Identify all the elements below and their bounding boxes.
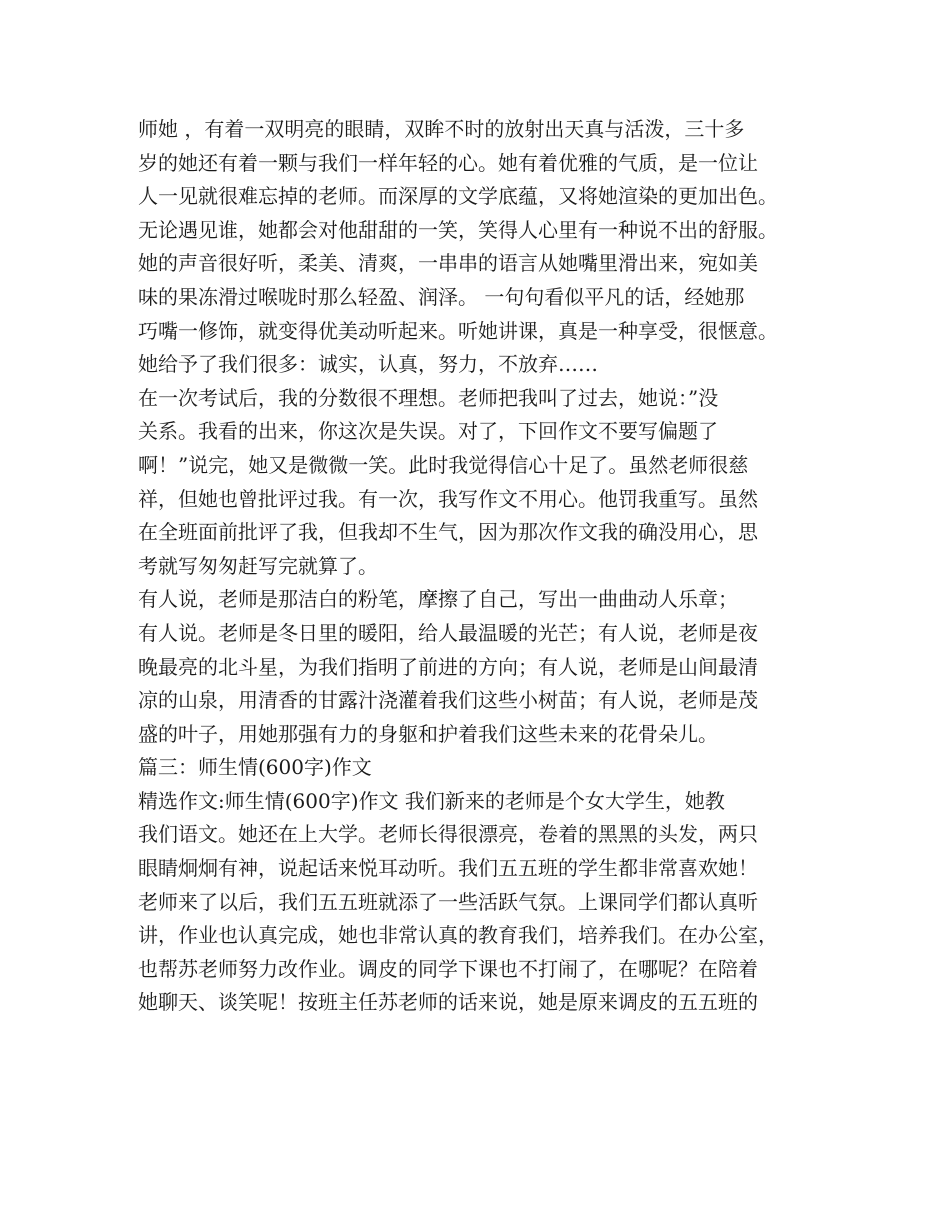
- text-line: 在全班面前批评了我，但我却不生气，因为那次作文我的确没用心，思: [138, 520, 758, 545]
- text-line: 晚最亮的北斗星，为我们指明了前进的方向；有人说，老师是山间最清: [138, 654, 758, 679]
- text-line: 有人说，老师是那洁白的粉笔，摩擦了自己，写出一曲曲动人乐章；: [138, 587, 738, 612]
- text-line: 凉的山泉，用清香的甘露汁浇灌着我们这些小树苗；有人说，老师是茂: [138, 688, 758, 713]
- text-line: 盛的叶子，用她那强有力的身躯和护着我们这些未来的花骨朵儿。: [138, 721, 718, 746]
- text-line: 师她 ，有着一双明亮的眼睛，双眸不时的放射出天真与活泼，三十多: [138, 117, 745, 141]
- text-line: 人一见就很难忘掉的老师。而深厚的文学底蕴，又将她渲染的更加出色。: [138, 184, 778, 209]
- text-line: 在一次考试后，我的分数很不理想。老师把我叫了过去，她说：”没: [138, 385, 719, 410]
- document-body: [138, 113, 828, 1020]
- text-line: 她给予了我们很多：诚实，认真，努力，不放弃……: [138, 352, 598, 377]
- section-heading: 篇三：师生情(600字)作文: [138, 755, 372, 780]
- text-line: 味的果冻滑过喉咙时那么轻盈、润泽。 一句句看似平凡的话，经她那: [138, 284, 745, 309]
- text-line: 考就写匆匆赶写完就算了。: [138, 553, 378, 578]
- text-line: 她聊天、谈笑呢！按班主任苏老师的话来说，她是原来调皮的五五班的: [138, 990, 758, 1015]
- text-line: 祥，但她也曾批评过我。有一次，我写作文不用心。他罚我重写。虽然: [138, 486, 758, 511]
- text-line: 眼睛炯炯有神，说起话来悦耳动听。我们五五班的学生都非常喜欢她！: [138, 856, 758, 881]
- text-line: 老师来了以后，我们五五班就添了一些活跃气氛。上课同学们都认真听: [138, 889, 758, 914]
- text-line: 精选作文:师生情(600字)作文 我们新来的老师是个女大学生，她教: [138, 788, 725, 813]
- text-line: 无论遇见谁，她都会对他甜甜的一笑，笑得人心里有一种说不出的舒服。: [138, 217, 778, 242]
- text-line: 我们语文。她还在上大学。老师长得很漂亮，卷着的黑黑的头发，两只: [138, 822, 758, 847]
- text-line: 讲，作业也认真完成，她也非常认真的教育我们，培养我们。在办公室，: [138, 923, 778, 948]
- text-line: 啊！”说完，她又是微微一笑。此时我觉得信心十足了。虽然老师很慈: [138, 452, 749, 477]
- text-line: 关系。我看的出来，你这次是失误。对了，下回作文不要写偏题了: [138, 419, 718, 444]
- text-line: 她的声音很好听，柔美、清爽，一串串的语言从她嘴里滑出来，宛如美: [138, 251, 758, 276]
- text-line: 有人说。老师是冬日里的暖阳，给人最温暖的光芒；有人说，老师是夜: [138, 620, 758, 645]
- text-line: 也帮苏老师努力改作业。调皮的同学下课也不打闹了，在哪呢？在陪着: [138, 956, 758, 981]
- text-line: 巧嘴一修饰，就变得优美动听起来。听她讲课，真是一种享受，很惬意。: [138, 318, 778, 343]
- text-line: 岁的她还有着一颗与我们一样年轻的心。她有着优雅的气质，是一位让: [138, 150, 758, 175]
